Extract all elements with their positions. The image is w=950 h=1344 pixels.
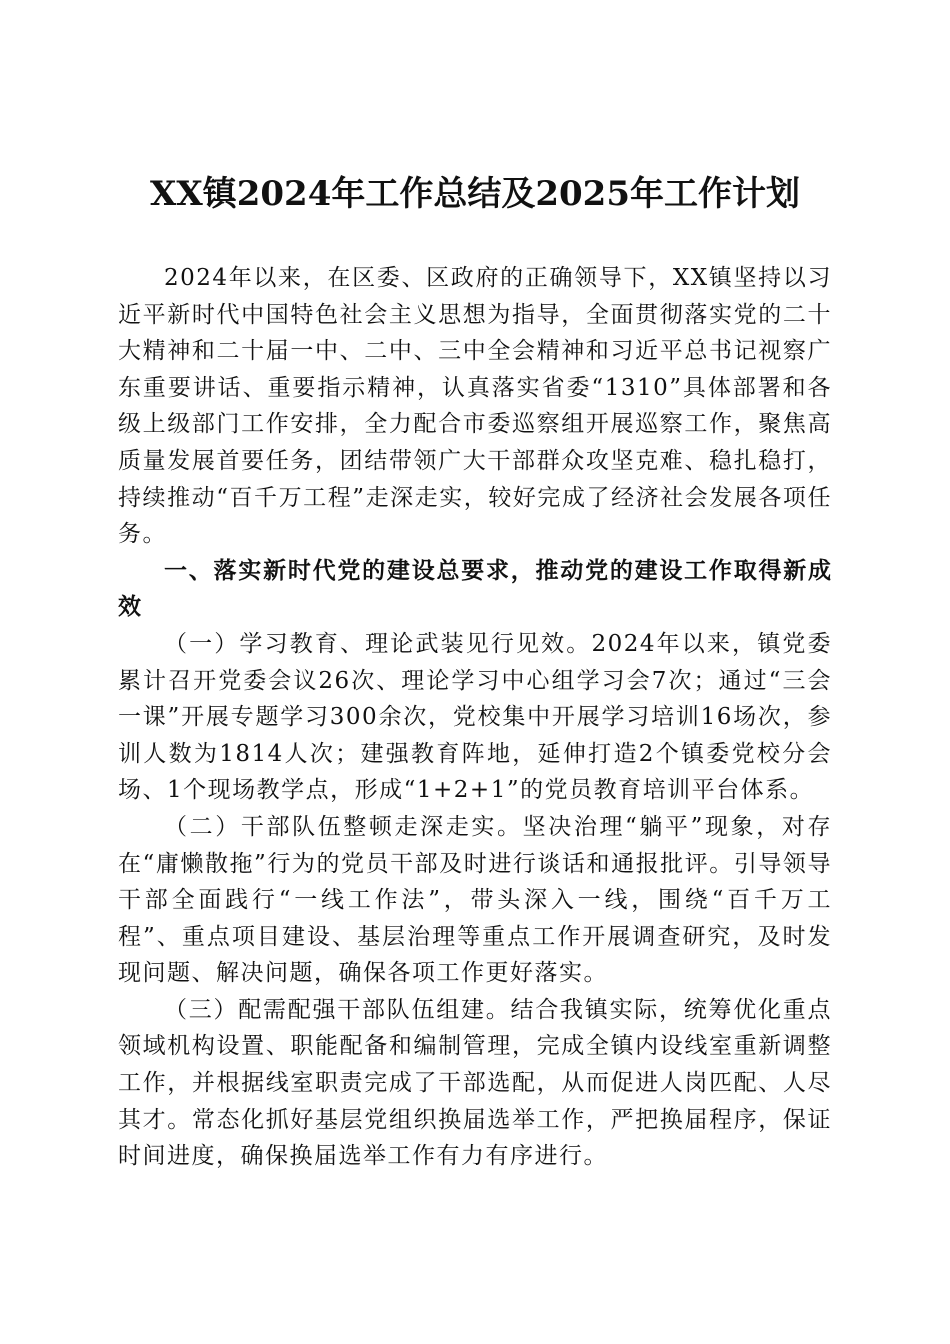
subsection-paragraph-2: （二）干部队伍整顿走深走实。坚决治理“躺平”现象，对存在“庸懒散拖”行为的党员干部及时进行谈话和通报批评。引导领导干部全面践行“一线工作法”，带头深入一线，围绕“百千万工程”、重点项目建设、基层治理等重点工作开展调查研究，及时发现问题、解决问题，确保各项工作更好落实。	[118, 813, 832, 987]
document-body	[118, 260, 832, 1175]
subsection-paragraph-1: （一）学习教育、理论武装见行见效。2024年以来，镇党委累计召开党委会议26次、理论学习中心组学习会7次；通过“三会一课”开展专题学习300余次，党校集中开展学习培训16场次，参训人数为1814人次；建强教育阵地，延伸打造2个镇委党校分会场、1个现场教学点，形成“1+2+1”的党员教育培训平台体系。	[118, 630, 832, 804]
intro-paragraph: 2024年以来，在区委、区政府的正确领导下，XX镇坚持以习近平新时代中国特色社会主义思想为指导，全面贯彻落实党的二十大精神和二十届一中、二中、三中全会精神和习近平总书记视察广东重要讲话、重要指示精神，认真落实省委“1310”具体部署和各级上级部门工作安排，全力配合市委巡察组开展巡察工作，聚焦高质量发展首要任务，团结带领广大干部群众攻坚克难、稳扎稳打，持续推动“百千万工程”走深走实，较好完成了经济社会发展各项任务。	[118, 265, 832, 548]
document-title: XX镇2024年工作总结及2025年工作计划	[149, 174, 801, 214]
section-heading-1: 一、落实新时代党的建设总要求，推动党的建设工作取得新成效	[118, 557, 832, 621]
subsection-paragraph-3: （三）配需配强干部队伍组建。结合我镇实际，统筹优化重点领域机构设置、职能配备和编制管理，完成全镇内设线室重新调整工作，并根据线室职责完成了干部选配，从而促进人岗匹配、人尽其才。常态化抓好基层党组织换届选举工作，严把换届程序，保证时间进度，确保换届选举工作有力有序进行。	[118, 996, 832, 1170]
